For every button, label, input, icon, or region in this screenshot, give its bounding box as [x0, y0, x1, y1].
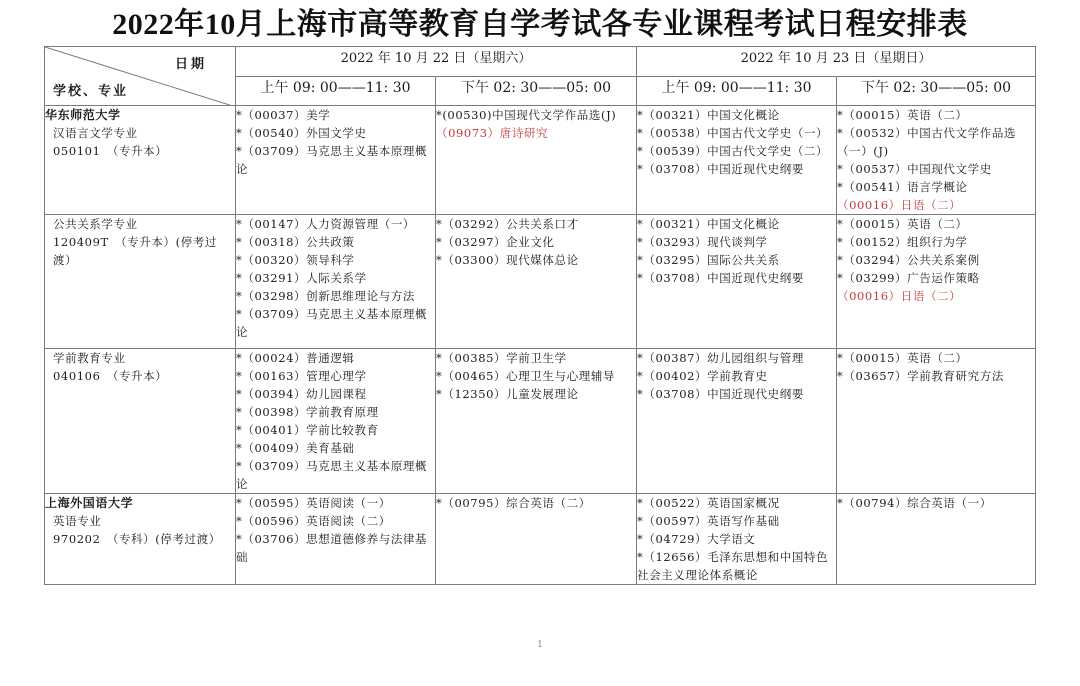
course-item-highlighted: （09073）唐诗研究 — [436, 126, 549, 140]
table-row — [45, 349, 1036, 494]
major-name: 英语专业 — [53, 514, 102, 528]
major-code-level: 970202 （专科）(停考过渡） — [53, 532, 221, 546]
course-cell — [637, 215, 837, 349]
session-header-23-pm: 下午 02: 30——05: 00 — [837, 76, 1036, 106]
course-item-highlighted: （00016）日语（二） — [837, 289, 962, 303]
course-cell — [837, 106, 1036, 215]
course-item: *（03709）马克思主义基本原理概论 — [236, 144, 428, 176]
date-axis-label: 日期 — [174, 57, 207, 72]
date-header-oct22: 2022 年 10 月 22 日（星期六） — [236, 47, 637, 77]
course-cell — [637, 494, 837, 585]
course-item: *（00163）管理心理学 — [236, 369, 367, 383]
course-item: *（03708）中国近现代史纲要 — [637, 162, 804, 176]
table-row — [45, 494, 1036, 585]
course-item: *（00595）英语阅读（一） — [236, 496, 391, 510]
course-item: *（00321）中国文化概论 — [637, 108, 780, 122]
table-row — [45, 106, 1036, 215]
exam-schedule-table — [44, 46, 1036, 585]
course-item: *（00596）英语阅读（二） — [236, 514, 391, 528]
course-item: *（00541）语言学概论 — [837, 180, 968, 194]
session-header-22-am: 上午 09: 00——11: 30 — [236, 76, 436, 106]
course-item: *（03298）创新思维理论与方法 — [236, 289, 416, 303]
course-item: *（03708）中国近现代史纲要 — [637, 387, 804, 401]
course-cell — [236, 215, 436, 349]
course-item: *（03292）公共关系口才 — [436, 217, 579, 231]
course-item: *（00394）幼儿园课程 — [236, 387, 367, 401]
course-item: *（00320）领导科学 — [236, 253, 355, 267]
course-item: *（00024）普通逻辑 — [236, 351, 355, 365]
course-item: *（00540）外国文学史 — [236, 126, 367, 140]
course-item: *（00522）英语国家概况 — [637, 496, 780, 510]
major-name: 学前教育专业 — [53, 351, 126, 365]
course-item: *（03300）现代媒体总论 — [436, 253, 579, 267]
table-row — [45, 215, 1036, 349]
document-title: 2022年10月上海市高等教育自学考试各专业课程考试日程安排表 — [112, 8, 968, 41]
course-item: *（04729）大学语文 — [637, 532, 756, 546]
course-cell — [837, 215, 1036, 349]
school-major-cell — [45, 106, 236, 215]
course-item: *（00398）学前教育原理 — [236, 405, 379, 419]
course-item: *（03706）思想道德修养与法律基础 — [236, 532, 428, 564]
course-item: *（00147）人力资源管理（一） — [236, 217, 416, 231]
course-item: *（03293）现代谈判学 — [637, 235, 768, 249]
course-item: *（00537）中国现代文学史 — [837, 162, 992, 176]
school-name: 上海外国语大学 — [45, 496, 134, 510]
course-item: *（00152）组织行为学 — [837, 235, 968, 249]
course-item: *（00539）中国古代文学史（二） — [637, 144, 829, 158]
major-name: 公共关系学专业 — [53, 217, 138, 231]
course-cell — [236, 494, 436, 585]
course-cell — [637, 349, 837, 494]
major-code-level: 040106 （专升本） — [53, 369, 168, 383]
course-item: *（00794）综合英语（一） — [837, 496, 992, 510]
course-item: *（00465）心理卫生与心理辅导 — [436, 369, 616, 383]
course-item: *（00321）中国文化概论 — [637, 217, 780, 231]
school-major-cell — [45, 494, 236, 585]
course-item: *（12350）儿童发展理论 — [436, 387, 579, 401]
course-item: *（12656）毛泽东思想和中国特色社会主义理论体系概论 — [637, 550, 829, 582]
course-cell — [837, 494, 1036, 585]
header-row-dates — [45, 47, 1036, 77]
session-header-22-pm: 下午 02: 30——05: 00 — [436, 76, 637, 106]
course-item: *（00387）幼儿园组织与管理 — [637, 351, 804, 365]
course-item: *（03709）马克思主义基本原理概论 — [236, 307, 428, 339]
course-item: *(00530)中国现代文学作品选(J) — [436, 108, 617, 122]
major-name: 汉语言文学专业 — [53, 126, 138, 140]
course-item: *（00402）学前教育史 — [637, 369, 768, 383]
school-major-axis-label: 学校、专业 — [53, 84, 129, 99]
diagonal-header-cell — [45, 47, 236, 106]
course-cell — [436, 349, 637, 494]
school-major-cell — [45, 349, 236, 494]
course-item: *（03708）中国近现代史纲要 — [637, 271, 804, 285]
course-item: *（00409）美育基础 — [236, 441, 355, 455]
major-code-level: 050101 （专升本） — [53, 144, 168, 158]
course-item: *（00795）综合英语（二） — [436, 496, 591, 510]
course-item: *（00532）中国古代文学作品选（一）(J) — [837, 126, 1017, 158]
course-cell — [436, 215, 637, 349]
course-item: *（00318）公共政策 — [236, 235, 355, 249]
course-item: *（03297）企业文化 — [436, 235, 555, 249]
course-cell — [837, 349, 1036, 494]
school-name: 华东师范大学 — [45, 108, 121, 122]
course-item: *（00538）中国古代文学史（一） — [637, 126, 829, 140]
course-cell — [236, 349, 436, 494]
course-item: *（00385）学前卫生学 — [436, 351, 567, 365]
course-item: *（00401）学前比较教育 — [236, 423, 379, 437]
course-cell — [436, 494, 637, 585]
course-cell — [436, 106, 637, 215]
course-item: *（00015）英语（二） — [837, 108, 968, 122]
course-item: *（00015）英语（二） — [837, 217, 968, 231]
page-number: 1 — [537, 640, 543, 650]
course-cell — [236, 106, 436, 215]
course-item: *（03299）广告运作策略 — [837, 271, 980, 285]
course-item-highlighted: （00016）日语（二） — [837, 198, 962, 212]
course-item: *（03291）人际关系学 — [236, 271, 367, 285]
course-item: *（03709）马克思主义基本原理概论 — [236, 459, 428, 491]
course-item: *（00015）英语（二） — [837, 351, 968, 365]
session-header-23-am: 上午 09: 00——11: 30 — [637, 76, 837, 106]
date-header-oct23: 2022 年 10 月 23 日（星期日） — [637, 47, 1036, 77]
course-item: *（03295）国际公共关系 — [637, 253, 780, 267]
course-item: *（03657）学前教育研究方法 — [837, 369, 1004, 383]
major-code-level: 120409T （专升本）(停考过渡） — [53, 235, 218, 267]
course-item: *（00037）美学 — [236, 108, 331, 122]
course-item: *（03294）公共关系案例 — [837, 253, 980, 267]
course-item: *（00597）英语写作基础 — [637, 514, 780, 528]
school-major-cell — [45, 215, 236, 349]
course-cell — [637, 106, 837, 215]
